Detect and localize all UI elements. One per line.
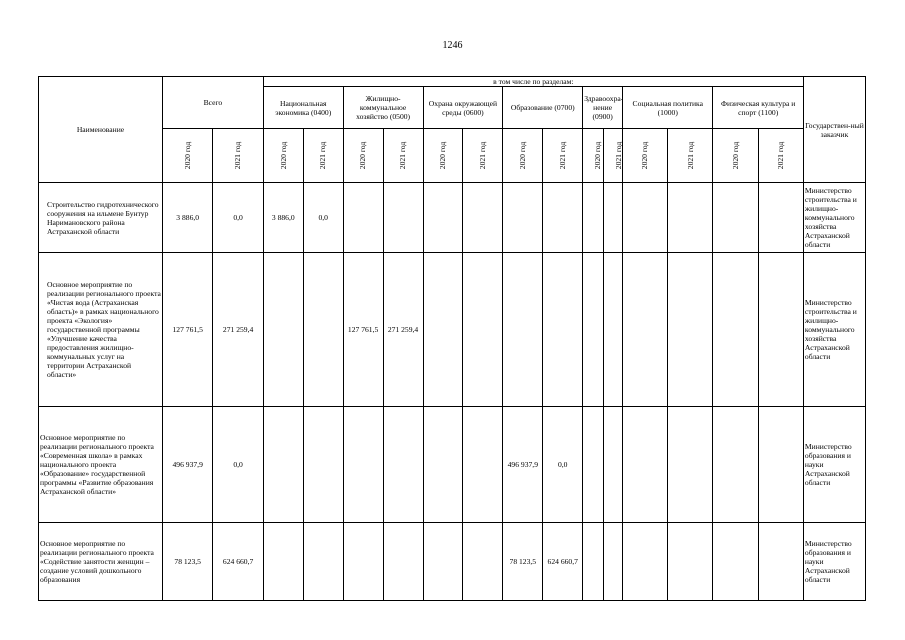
year-header: 2020 год (713, 129, 758, 183)
header-section-0900: Здравоохра-нение (0900) (583, 87, 623, 129)
table-row (39, 523, 866, 601)
budget-table (38, 76, 866, 601)
header-name: Наименование (39, 77, 163, 183)
s0500-2021 (383, 523, 423, 601)
header-total: Всего (162, 77, 263, 129)
s0400-2020 (263, 253, 303, 407)
header-customer: Государствен-ный заказчик (803, 77, 865, 183)
year-header: 2021 год (758, 129, 803, 183)
page-number: 1246 (442, 40, 463, 51)
s0500-2020 (343, 407, 383, 523)
s0700-2020: 78 123,5 (503, 523, 543, 601)
s0700-2020 (503, 183, 543, 253)
header-section-0500: Жилищно-коммунальное хозяйство (0500) (343, 87, 423, 129)
s0700-2021: 624 660,7 (543, 523, 583, 601)
year-header: 2020 год (583, 129, 604, 183)
s0400-2020: 3 886,0 (263, 183, 303, 253)
year-header: 2021 год (383, 129, 423, 183)
year-header: 2021 год (213, 129, 263, 183)
s0500-2020 (343, 183, 383, 253)
s0400-2021 (303, 407, 343, 523)
header-section-1100: Физическая культура и спорт (1100) (713, 87, 803, 129)
s0500-2021: 271 259,4 (383, 253, 423, 407)
header-by-sections: в том числе по разделам: (263, 77, 803, 87)
header-section-0700: Образование (0700) (503, 87, 583, 129)
year-header: 2021 год (604, 129, 623, 183)
row-customer: Министерство образования и науки Астраханской области (803, 407, 865, 523)
row-name: Основное мероприятие по реализации регионального проекта «Содействие занятости женщин – создание условий дошкольного образования (39, 523, 163, 601)
s0700-2021: 0,0 (543, 407, 583, 523)
s0700-2020: 496 937,9 (503, 407, 543, 523)
total-2021: 271 259,4 (213, 253, 263, 407)
year-header: 2021 год (543, 129, 583, 183)
year-header: 2020 год (623, 129, 668, 183)
s0700-2021 (543, 183, 583, 253)
year-header: 2021 год (303, 129, 343, 183)
year-header: 2020 год (503, 129, 543, 183)
s0700-2021 (543, 253, 583, 407)
s0500-2020: 127 761,5 (343, 253, 383, 407)
row-customer: Министерство строительства и жилищно-коммунального хозяйства Астраханской области (803, 183, 865, 253)
row-name: Основное мероприятие по реализации регионального проекта «Современная школа» в рамках национального проекта «Образование» государственной программы «Развитие образования Астраханской области» (39, 407, 163, 523)
s0400-2021 (303, 253, 343, 407)
total-2021: 624 660,7 (213, 523, 263, 601)
header-section-0400: Национальная экономика (0400) (263, 87, 343, 129)
year-header: 2020 год (343, 129, 383, 183)
total-2020: 78 123,5 (162, 523, 212, 601)
s0500-2021 (383, 183, 423, 253)
total-2020: 496 937,9 (162, 407, 212, 523)
table-row (39, 183, 866, 253)
table-row (39, 253, 866, 407)
s0500-2021 (383, 407, 423, 523)
s0400-2020 (263, 523, 303, 601)
header-section-1000: Социальная политика (1000) (623, 87, 713, 129)
total-2020: 3 886,0 (162, 183, 212, 253)
total-2020: 127 761,5 (162, 253, 212, 407)
s0400-2021: 0,0 (303, 183, 343, 253)
row-customer: Министерство образования и науки Астраханской области (803, 523, 865, 601)
s0700-2020 (503, 253, 543, 407)
table-row (39, 407, 866, 523)
s0400-2021 (303, 523, 343, 601)
header-section-0600: Охрана окружающей среды (0600) (423, 87, 503, 129)
year-header: 2021 год (463, 129, 503, 183)
year-header: 2020 год (263, 129, 303, 183)
year-header: 2020 год (162, 129, 212, 183)
row-customer: Министерство строительства и жилищно-коммунального хозяйства Астраханской области (803, 253, 865, 407)
total-2021: 0,0 (213, 407, 263, 523)
year-header: 2021 год (668, 129, 713, 183)
s0400-2020 (263, 407, 303, 523)
year-header: 2020 год (423, 129, 463, 183)
row-name: Строительство гидротехнического сооружения на ильмене Бунтур Наримановского района Астраханской области (39, 183, 163, 253)
row-name: Основное мероприятие по реализации регионального проекта «Чистая вода (Астраханская область)» в рамках национального проекта «Экология» государственной программы «Улучшение качества предоставления жилищно-коммунальных услуг на территории Астраханской области» (39, 253, 163, 407)
total-2021: 0,0 (213, 183, 263, 253)
s0500-2020 (343, 523, 383, 601)
